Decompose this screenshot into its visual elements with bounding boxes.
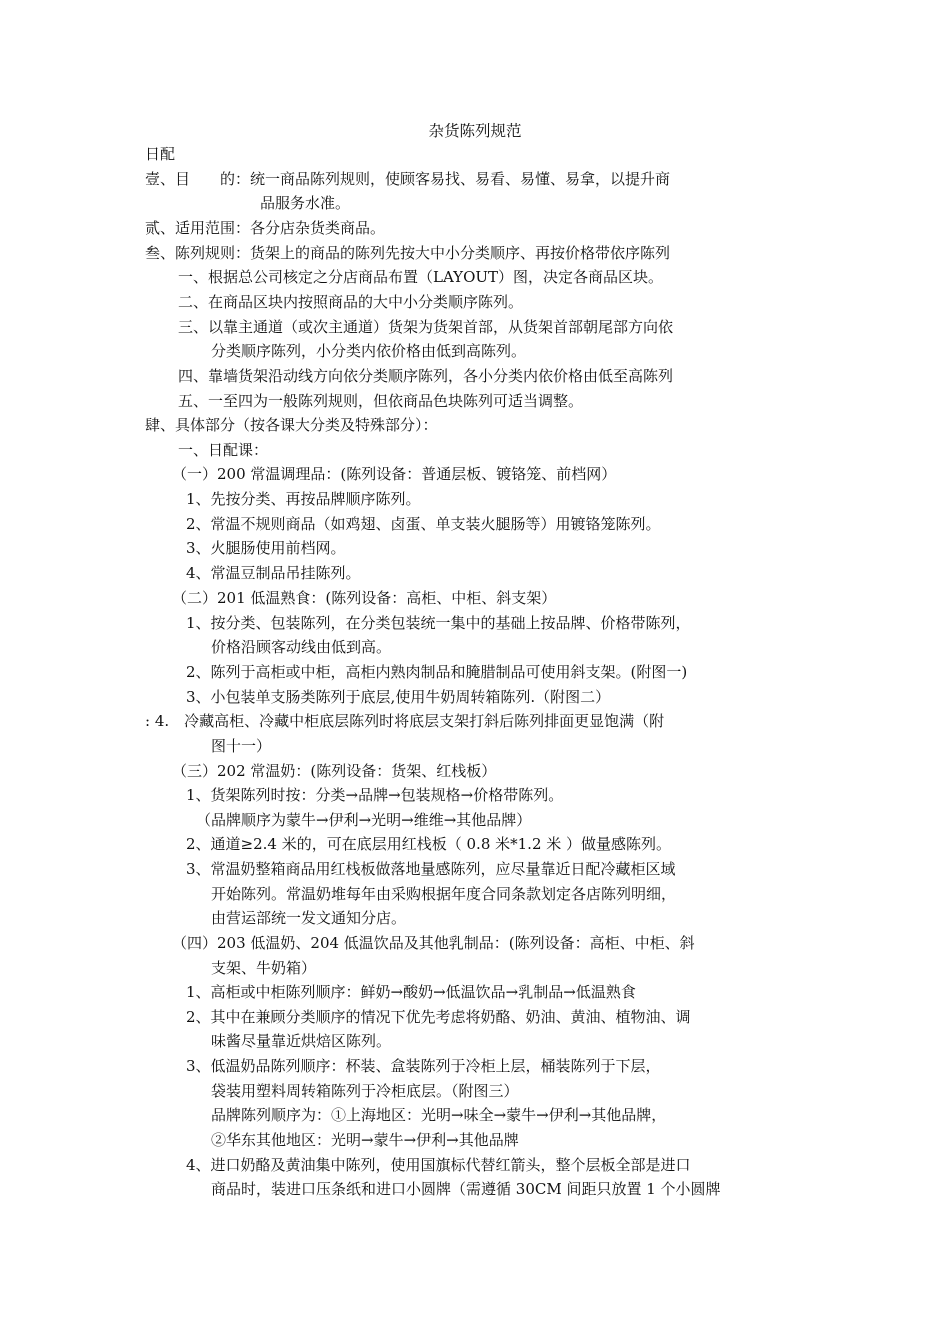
paragraph-line: 一、根据总公司核定之分店商品布置（LAYOUT）图，决定各商品区块。: [178, 268, 664, 286]
paragraph-line: 袋装用塑料周转箱陈列于冷柜底层。（附图三）: [211, 1082, 519, 1100]
paragraph-line: 1、货架陈列时按：分类→品牌→包装规格→价格带陈列。: [186, 786, 564, 804]
paragraph-line: （三）202 常温奶：(陈列设备：货架、红栈板）: [172, 762, 497, 780]
paragraph-line: 支架、牛奶箱）: [211, 959, 317, 977]
paragraph-line: : 4. 冷藏高柜、冷藏中柜底层陈列时将底层支架打斜后陈列排面更显饱满（附: [145, 712, 665, 730]
paragraph-line: 4、常温豆制品吊挂陈列。: [186, 564, 361, 582]
paragraph-line: 四、靠墙货架沿动线方向依分类顺序陈列，各小分类内依价格由低至高陈列: [178, 367, 674, 385]
paragraph-line: 价格沿顾客动线由低到高。: [211, 638, 392, 656]
paragraph-line: （四）203 低温奶、204 低温饮品及其他乳制品：(陈列设备：高柜、中柜、斜: [172, 934, 695, 952]
paragraph-line: 4、进口奶酪及黄油集中陈列，使用国旗标代替红箭头，整个层板全部是进口: [186, 1156, 691, 1174]
paragraph-line: 3、低温奶品陈列顺序：杯装、盒装陈列于冷柜上层，桶装陈列于下层，: [186, 1057, 661, 1075]
paragraph-line: 二、在商品区块内按照商品的大中小分类顺序陈列。: [178, 293, 524, 311]
paragraph-line: 分类顺序陈列，小分类内依价格由低到高陈列。: [211, 342, 527, 360]
paragraph-line: 商品时，装进口压条纸和进口小圆牌（需遵循 30CM 间距只放置 1 个小圆牌: [211, 1180, 721, 1198]
paragraph-line: 图十一）: [211, 737, 272, 755]
paragraph-line: 一、日配课：: [178, 441, 269, 459]
paragraph-line: 壹、目 的：统一商品陈列规则，使顾客易找、易看、易懂、易拿，以提升商: [145, 170, 671, 188]
paragraph-line: 3、常温奶整箱商品用红栈板做落地量感陈列，应尽量靠近日配冷藏柜区域: [186, 860, 676, 878]
paragraph-line: 品服务水准。: [260, 194, 351, 212]
paragraph-line: 1、按分类、包装陈列，在分类包装统一集中的基础上按品牌、价格带陈列，: [186, 614, 691, 632]
paragraph-line: ②华东其他地区：光明→蒙牛→伊利→其他品牌: [211, 1131, 519, 1149]
paragraph-line: 品牌陈列顺序为：①上海地区：光明→味全→蒙牛→伊利→其他品牌，: [211, 1106, 667, 1124]
paragraph-line: 3、火腿肠使用前档网。: [186, 539, 346, 557]
paragraph-line: 1、先按分类、再按品牌顺序陈列。: [186, 490, 421, 508]
paragraph-line: 贰、适用范围：各分店杂货类商品。: [145, 219, 386, 237]
document-title: 杂货陈列规范: [428, 122, 522, 140]
paragraph-line: 叁、陈列规则：货架上的商品的陈列先按大中小分类顺序、再按价格带依序陈列: [145, 244, 671, 262]
paragraph-line: 3、小包装单支肠类陈列于底层,使用牛奶周转箱陈列.（附图二）: [186, 688, 611, 706]
section-heading-daily: 日配: [145, 145, 176, 163]
paragraph-line: 2、常温不规则商品（如鸡翅、卤蛋、单支装火腿肠等）用镀铬笼陈列。: [186, 515, 661, 533]
paragraph-line: （品牌顺序为蒙牛→伊利→光明→维维→其他品牌）: [196, 811, 532, 829]
paragraph-line: 1、高柜或中柜陈列顺序：鲜奶→酸奶→低温饮品→乳制品→低温熟食: [186, 983, 636, 1001]
paragraph-line: （一）200 常温调理品：(陈列设备：普通层板、镀铬笼、前档网）: [172, 465, 617, 483]
paragraph-line: 五、一至四为一般陈列规则，但依商品色块陈列可适当调整。: [178, 392, 584, 410]
paragraph-line: 由营运部统一发文通知分店。: [211, 909, 407, 927]
paragraph-line: 开始陈列。常温奶堆每年由采购根据年度合同条款划定各店陈列明细，: [211, 885, 677, 903]
paragraph-line: （二）201 低温熟食：(陈列设备：高柜、中柜、斜支架）: [172, 589, 557, 607]
paragraph-line: 2、陈列于高柜或中柜，高柜内熟肉制品和腌腊制品可使用斜支架。(附图一): [186, 663, 688, 681]
paragraph-line: 2、其中在兼顾分类顺序的情况下优先考虑将奶酪、奶油、黄油、植物油、调: [186, 1008, 691, 1026]
paragraph-line: 2、通道≥2.4 米的，可在底层用红栈板（ 0.8 米*1.2 米 ）做量感陈列。: [186, 835, 672, 853]
paragraph-line: 肆、具体部分（按各课大分类及特殊部分）：: [145, 416, 438, 434]
paragraph-line: 味酱尽量靠近烘焙区陈列。: [211, 1032, 392, 1050]
paragraph-line: 三、以靠主通道（或次主通道）货架为货架首部，从货架首部朝尾部方向依: [178, 318, 674, 336]
